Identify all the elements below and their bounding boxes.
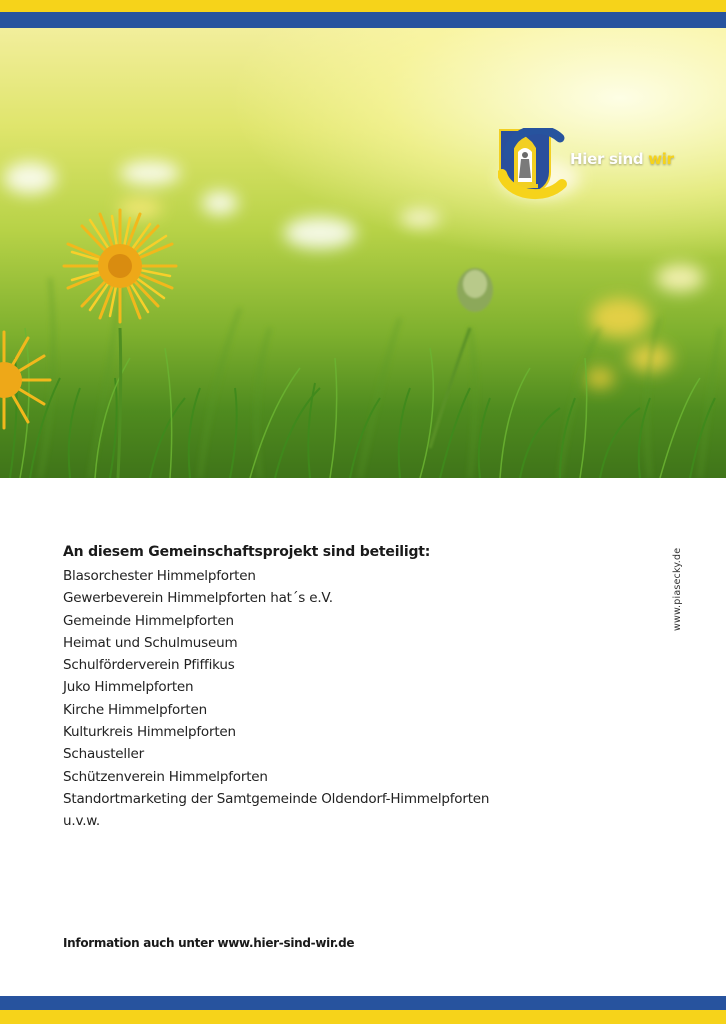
logo-text-main: Hier sind <box>570 150 649 168</box>
list-item: u.v.w. <box>63 813 100 830</box>
top-yellow-stripe <box>0 0 726 12</box>
bottom-yellow-stripe <box>0 1010 726 1024</box>
list-item: Kirche Himmelpforten <box>63 701 207 718</box>
list-item: Juko Himmelpforten <box>63 679 194 696</box>
top-blue-stripe <box>0 12 726 28</box>
list-item: Kulturkreis Himmelpforten <box>63 724 236 741</box>
list-item: Gemeinde Himmelpforten <box>63 612 234 629</box>
list-item: Schausteller <box>63 746 144 763</box>
hero-meadow-image <box>0 28 726 478</box>
logo-text-accent: wir <box>648 150 674 168</box>
info-footer-text: Information auch unter www.hier-sind-wir.de <box>63 936 355 950</box>
list-item: Gewerbeverein Himmelpforten hat´s e.V. <box>63 590 333 607</box>
list-item: Schützenverein Himmelpforten <box>63 768 268 785</box>
dandelion-flower <box>64 210 176 322</box>
list-item: Heimat und Schulmuseum <box>63 634 238 651</box>
logo-wordmark <box>570 150 674 168</box>
meadow-illustration <box>0 28 726 478</box>
participants-heading: An diesem Gemeinschaftsprojekt sind beteiligt: <box>63 544 431 560</box>
participants-list <box>63 565 623 833</box>
list-item: Schulförderverein Pfiffikus <box>63 657 235 674</box>
bottom-blue-stripe <box>0 996 726 1010</box>
list-item: Blasorchester Himmelpforten <box>63 568 256 584</box>
designer-credit: www.piasecky.de <box>672 547 683 631</box>
list-item: Standortmarketing der Samtgemeinde Oldendorf-Himmelpforten <box>63 790 490 807</box>
logo-group <box>498 128 688 200</box>
participants-section <box>63 541 623 833</box>
